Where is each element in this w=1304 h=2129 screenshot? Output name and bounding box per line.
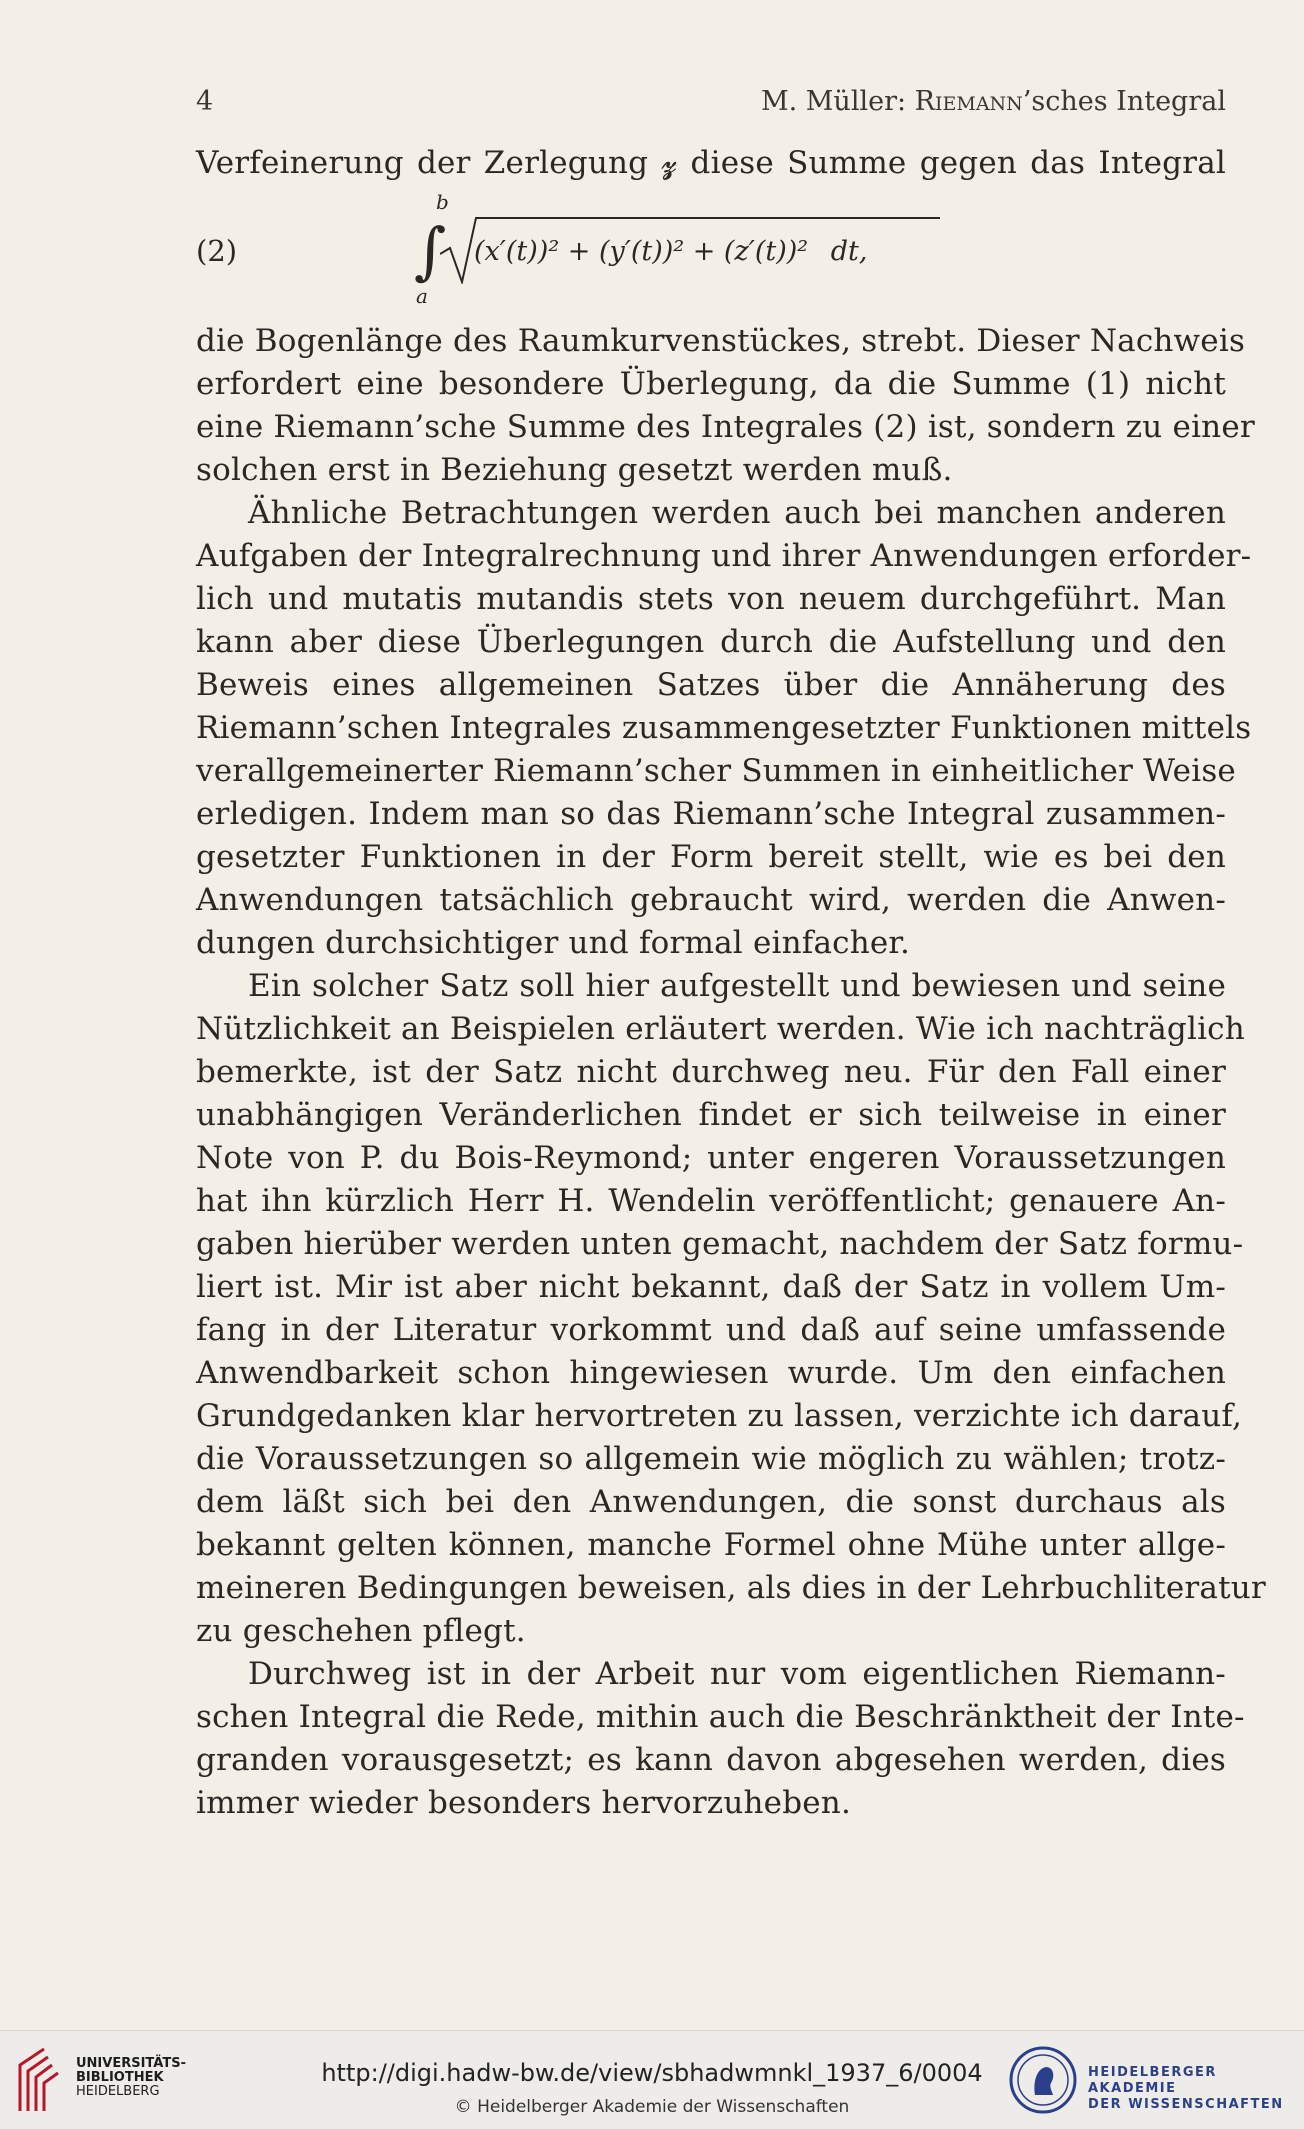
text-line: Verfeinerung der Zerlegung 𝔃 diese Summe gegen das Integral bbox=[196, 145, 1226, 181]
academy-name-line-2: DER WISSENSCHAFTEN bbox=[1088, 2097, 1284, 2112]
academy-name bbox=[1088, 2065, 1304, 2113]
text-line: Anwendungen tatsächlich gebraucht wird, werden die Anwen- bbox=[196, 882, 1226, 918]
text-line: bemerkte, ist der Satz nicht durchweg neu. Für den Fall einer bbox=[196, 1054, 1226, 1090]
text-line: erfordert eine besondere Überlegung, da die Summe (1) nicht bbox=[196, 366, 1226, 402]
text-line: fang in der Literatur vorkommt und daß auf seine umfassende bbox=[196, 1312, 1226, 1348]
running-author: M. Müller: bbox=[760, 86, 907, 117]
text-line: Grundgedanken klar hervortreten zu lassen, verzichte ich darauf, bbox=[196, 1398, 1243, 1434]
text-line: Anwendbarkeit schon hingewiesen wurde. Um den einfachen bbox=[196, 1355, 1226, 1391]
library-name-line-2: BIBLIOTHEK bbox=[76, 2070, 164, 2085]
text-line: dungen durchsichtiger und formal einfacher. bbox=[196, 925, 911, 961]
running-title bbox=[761, 86, 1226, 117]
copyright-notice: © Heidelberger Akademie der Wissenschaften bbox=[454, 2097, 850, 2117]
library-name-line-3: HEIDELBERG bbox=[76, 2084, 160, 2099]
text-line: solchen erst in Beziehung gesetzt werden muß. bbox=[196, 452, 953, 488]
text-line: hat ihn kürzlich Herr H. Wendelin veröffentlicht; genauere An- bbox=[196, 1183, 1226, 1219]
text-line: kann aber diese Überlegungen durch die Aufstellung und den bbox=[196, 624, 1226, 660]
text-line: unabhängigen Veränderlichen findet er sich teilweise in einer bbox=[196, 1097, 1226, 1133]
source-url-link[interactable]: http://digi.hadw-bw.de/view/sbhadwmnkl_1937_6/0004 bbox=[321, 2059, 983, 2087]
paragraph-first-line: Ein solcher Satz soll hier aufgestellt und bewiesen und seine bbox=[248, 968, 1226, 1004]
paragraph-first-line: Durchweg ist in der Arbeit nur vom eigentlichen Riemann- bbox=[248, 1656, 1226, 1692]
text-line: meineren Bedingungen beweisen, als dies in der Lehrbuchliteratur bbox=[196, 1570, 1266, 1606]
text-line: immer wieder besonders hervorzuheben. bbox=[196, 1785, 852, 1821]
text-line: gaben hierüber werden unten gemacht, nachdem der Satz formu- bbox=[196, 1226, 1244, 1262]
text-line: verallgemeinerter Riemann’scher Summen in einheitlicher Weise bbox=[196, 753, 1236, 789]
text-line: schen Integral die Rede, mithin auch die Beschränktheit der Inte- bbox=[196, 1699, 1245, 1735]
library-name-line-1: UNIVERSITÄTS- bbox=[76, 2056, 186, 2071]
text-line: erledigen. Indem man so das Riemann’sche Integral zusammen- bbox=[196, 796, 1226, 832]
text-line: bekannt gelten können, manche Formel ohne Mühe unter allge- bbox=[196, 1527, 1226, 1563]
integral-sign-icon: ∫ bbox=[414, 214, 447, 287]
text-line: Beweis eines allgemeinen Satzes über die Annäherung des bbox=[196, 667, 1226, 703]
text-line: dem läßt sich bei den Anwendungen, die sonst durchaus als bbox=[196, 1484, 1226, 1520]
paragraph-first-line: Ähnliche Betrachtungen werden auch bei manchen anderen bbox=[248, 495, 1226, 531]
text-line: eine Riemann’sche Summe des Integrales (2) ist, sondern zu einer bbox=[196, 409, 1255, 445]
integral-lower-limit: a bbox=[416, 284, 428, 308]
text-line: Riemann’schen Integrales zusammengesetzter Funktionen mittels bbox=[196, 710, 1252, 746]
text-line: granden vorausgesetzt; es kann davon abgesehen werden, dies bbox=[196, 1742, 1226, 1778]
equation-number: (2) bbox=[196, 234, 238, 268]
academy-seal-icon bbox=[1008, 2045, 1078, 2115]
academy-name-line-1: HEIDELBERGER AKADEMIE bbox=[1088, 2065, 1217, 2096]
text-line: Nützlichkeit an Beispielen erläutert werden. Wie ich nachträglich bbox=[196, 1011, 1245, 1047]
text-line: die Voraussetzungen so allgemein wie möglich zu wählen; trotz- bbox=[196, 1441, 1226, 1477]
text-line: gesetzter Funktionen in der Form bereit stellt, wie es bei den bbox=[196, 839, 1226, 875]
text-line: lich und mutatis mutandis stets von neuem durchgeführt. Man bbox=[196, 581, 1226, 617]
integral-upper-limit: b bbox=[436, 190, 449, 214]
running-header bbox=[196, 86, 1226, 126]
digitization-footer bbox=[0, 2030, 1304, 2129]
running-title-rest: ’sches Integral bbox=[1022, 86, 1226, 117]
integral-differential: dt, bbox=[830, 236, 868, 267]
text-line: Aufgaben der Integralrechnung und ihrer Anwendungen erforder- bbox=[196, 538, 1252, 574]
page-number: 4 bbox=[196, 86, 214, 117]
integrand-expression: (x′(t))² + (y′(t))² + (z′(t))² bbox=[474, 236, 809, 267]
text-line: zu geschehen pflegt. bbox=[196, 1613, 526, 1649]
text-line: liert ist. Mir ist aber nicht bekannt, daß der Satz in vollem Um- bbox=[196, 1269, 1226, 1305]
text-line: Note von P. du Bois-Reymond; unter engeren Voraussetzungen bbox=[196, 1140, 1226, 1176]
text-line: die Bogenlänge des Raumkurvenstückes, strebt. Dieser Nachweis bbox=[196, 323, 1246, 359]
running-title-riemann: Riemann bbox=[914, 86, 1023, 117]
equation-2 bbox=[196, 190, 1226, 308]
integrand bbox=[474, 236, 867, 267]
